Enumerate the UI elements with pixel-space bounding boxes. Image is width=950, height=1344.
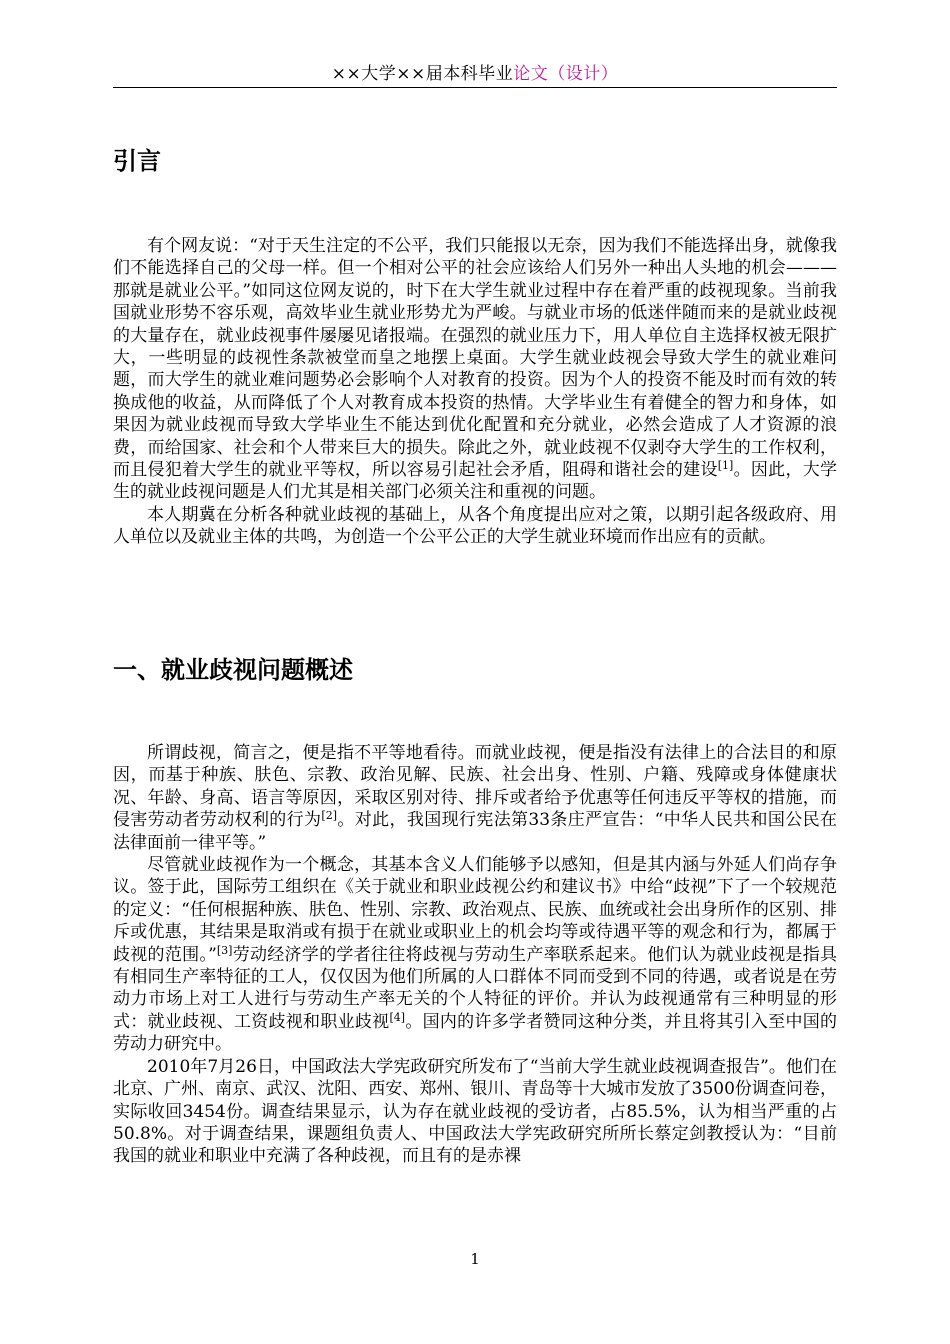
citation-3[interactable]: [3] [216,943,233,957]
intro-paragraph-1: 有个网友说：“对于天生注定的不公平，我们只能报以无奈，因为我们不能选择出身，就像我们不能选择自己的父母一样。但一个相对公平的社会应该给人们另外一种出人头地的机会———那就是就业公平。”如同这位网友说的，时下在大学生就业过程中存在着严重的歧视现象。当前我国就业形势不容乐观，高效毕业生就业形势尤为严峻。与就业市场的低迷伴随而来的是就业歧视的大量存在，就业歧视事件屡屡见诸报端。在强烈的就业压力下，用人单位自主选择权被无限扩大，一些明显的歧视性条款被堂而皇之地摆上桌面。大学生就业歧视会导致大学生的就业难问题，而大学生的就业难问题势必会影响个人对教育的投资。因为个人的投资不能及时而有效的转换成他的收益，从而降低了个人对教育成本投资的热情。大学毕业生有着健全的智力和身体，如果因为就业歧视而导致大学毕业生不能达到优化配置和充分就业，必然会造成了人才资源的浪费，而给国家、社会和个人带来巨大的损失。除此之外，就业歧视不仅剥夺大学生的工作权利，而且侵犯着大学生的就业平等权，所以容易引起社会矛盾，阻碍和谐社会的建设[1]。因此，大学生的就业歧视问题是人们尤其是相关部门必须关注和重视的问题。 [113,236,838,503]
header-accent: 论文（设计） [513,64,619,84]
section1-paragraph-1: 所谓歧视，简言之，便是指不平等地看待。而就业歧视，便是指没有法律上的合法目的和原因，而基于种族、肤色、宗教、政治见解、民族、社会出身、性别、户籍、残障或身体健康状况、年龄、身高、语言等原因，采取区别对待、排斥或者给予优惠等任何违反平等权的措施，而侵害劳动者劳动权利的行为[2]。对此，我国现行宪法第33条庄严宣告：“中华人民共和国公民在法律面前一律平等。” [113,743,838,853]
header-rule [113,87,837,88]
intro-title: 引言 [113,147,161,175]
page-number: 1 [470,1250,480,1268]
section1-body [113,742,837,1168]
section1-paragraph-2: 尽管就业歧视作为一个概念，其基本含义人们能够予以感知，但是其内涵与外延人们尚存争议。签于此，国际劳工组织在《关于就业和职业歧视公约和建议书》中给“歧视”下了一个较规范的定义：“任何根据种族、肤色、性别、宗教、政治观点、民族、血统或社会出身所作的区别、排斥或优惠，其结果是取消或有损于在就业或职业上的机会均等或待遇平等的观念和行为，都属于歧视的范围。”[3]劳动经济学的学者往往将歧视与劳动生产率联系起来。他们认为就业歧视是指具有相同生产率特征的工人，仅仅因为他们所属的人口群体不同而受到不同的待遇，或者说是在劳动力市场上对工人进行与劳动生产率无关的个人特征的评价。并认为歧视通常有三种明显的形式：就业歧视、工资歧视和职业歧视[4]。国内的许多学者赞同这种分类，并且将其引入至中国的劳动力研究中。 [113,855,838,1055]
header-prefix: ××大学××届本科毕业 [331,64,514,84]
intro-body [113,235,837,549]
page-header [113,62,837,86]
citation-1[interactable]: [1] [717,459,734,473]
citation-2[interactable]: [2] [321,809,338,823]
section1-title: 一、就业歧视问题概述 [113,656,353,684]
section1-paragraph-3: 2010年7月26日，中国政法大学宪政研究所发布了“当前大学生就业歧视调查报告”。他们在北京、广州、南京、武汉、沈阳、西安、郑州、银川、青岛等十大城市发放了3500份调查问卷，实际收回3454份。调查结果显示，认为存在就业歧视的受访者，占85.5%，认为相当严重的占50.8%。对于调查结果，课题组负责人、中国政法大学宪政研究所所长蔡定剑教授认为：“目前我国的就业和职业中充满了各种歧视，而且有的是赤裸 [113,1056,837,1167]
citation-4[interactable]: [4] [389,1010,406,1024]
intro-paragraph-2: 本人期冀在分析各种就业歧视的基础上，从各个角度提出应对之策，以期引起各级政府、用人单位以及就业主体的共鸣，为创造一个公平公正的大学生就业环境而作出应有的贡献。 [113,504,837,548]
